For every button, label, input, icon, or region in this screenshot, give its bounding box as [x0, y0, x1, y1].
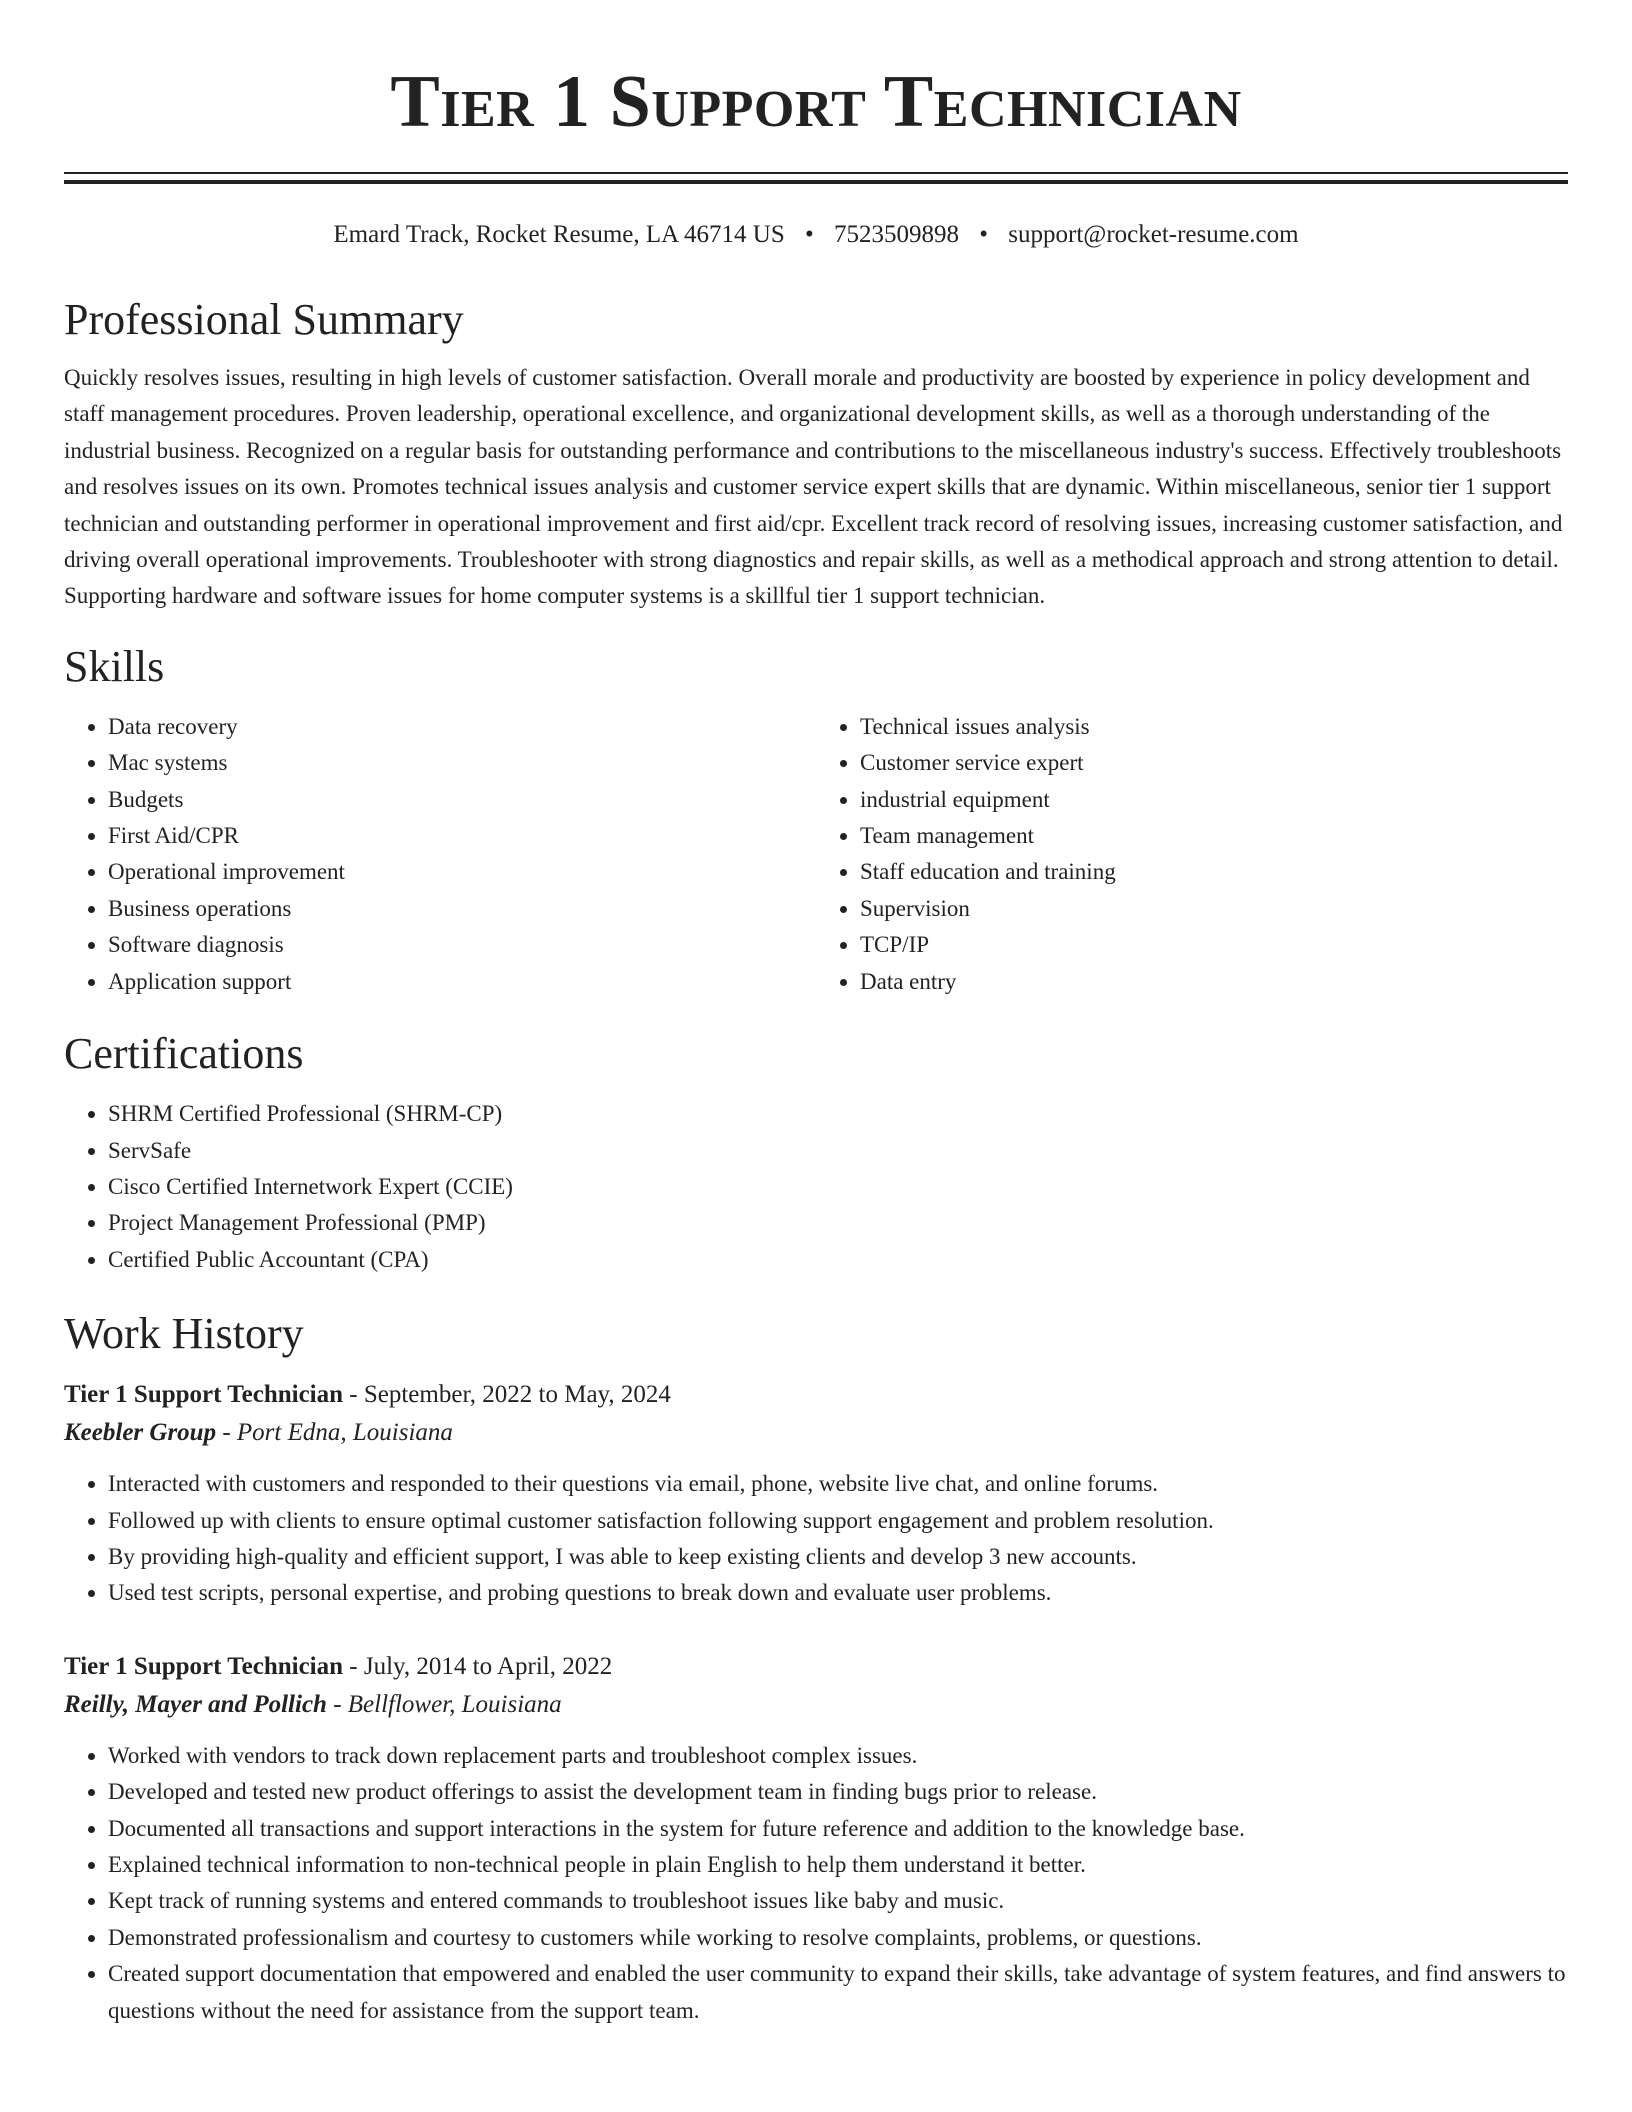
skill-item: • Application support — [108, 964, 816, 1000]
job-title: Tier 1 Support Technician — [64, 1652, 344, 1680]
title-rule-thin — [64, 172, 1568, 174]
job-header — [64, 1376, 1568, 1414]
job-duty: • By providing high-quality and efficient support, I was able to keep existing clients and develop 3 new accounts. — [108, 1539, 1568, 1575]
job-header — [64, 1648, 1568, 1686]
resume-title: Tier 1 Support Technician — [390, 61, 1242, 143]
certification-item: • SHRM Certified Professional (SHRM-CP) — [108, 1096, 1568, 1132]
summary-text: Quickly resolves issues, resulting in high levels of customer satisfaction. Overall morale and productivity are boosted by experience in policy development and staff management procedures. Proven leadership, operational excellence, and organizational development skills, as well as a thorough understanding of the industrial business. Recognized on a regular basis for outstanding performance and contributions to the miscellaneous industry's success. Effectively troubleshoots and resolves issues on its own. Promotes technical issues analysis and customer service expert skills that are dynamic. Within miscellaneous, senior tier 1 support technician and outstanding performer in operational improvement and first aid/cpr. Excellent track record of resolving issues, increasing customer satisfaction, and driving overall operational improvements. Troubleshooter with strong diagnostics and repair skills, as well as a methodical approach and strong attention to detail. Supporting hardware and software issues for home computer systems is a skillful tier 1 support technician. — [64, 365, 1563, 609]
skill-item: • Staff education and training — [860, 854, 1568, 890]
job-location: - Bellflower, Louisiana — [326, 1690, 562, 1718]
job-dates: - September, 2022 to May, 2024 — [343, 1381, 671, 1409]
job-location: - Port Edna, Louisiana — [216, 1419, 453, 1447]
skill-item: • industrial equipment — [860, 782, 1568, 818]
job-company-line — [64, 1414, 1568, 1452]
skill-item: • Customer service expert — [860, 745, 1568, 781]
contact-separator: • — [805, 221, 814, 248]
job-entry — [64, 1376, 1568, 1612]
job-dates: - July, 2014 to April, 2022 — [343, 1652, 613, 1680]
certification-item: • Cisco Certified Internetwork Expert (CCIE) — [108, 1169, 1568, 1205]
job-company: Reilly, Mayer and Pollich — [64, 1690, 327, 1718]
certifications-list — [64, 1096, 1568, 1278]
certification-item: • Project Management Professional (PMP) — [108, 1205, 1568, 1241]
skills-grid — [64, 709, 1568, 1000]
title-rule-thick — [64, 180, 1568, 184]
contact-email: support@rocket-resume.com — [1008, 221, 1299, 248]
job-duty: • Worked with vendors to track down replacement parts and troubleshoot complex issues. — [108, 1738, 1568, 1774]
contact-phone: 7523509898 — [834, 221, 960, 248]
contact-separator: • — [979, 221, 989, 248]
job-duty: • Documented all transactions and support interactions in the system for future reference and addition to the knowledge base. — [108, 1811, 1568, 1847]
job-duty: • Created support documentation that empowered and enabled the user community to expand their skills, take advantage of system features, and find answers to questions without the need for assistance from the support team. — [108, 1956, 1568, 2029]
job-duties — [64, 1738, 1568, 2029]
skill-item: • Team management — [860, 818, 1568, 854]
job-title: Tier 1 Support Technician — [64, 1381, 344, 1409]
skill-item: • Data recovery — [108, 709, 816, 745]
certification-item: • Certified Public Accountant (CPA) — [108, 1242, 1568, 1278]
skills-list-right — [816, 709, 1568, 1000]
job-entry — [64, 1648, 1568, 2029]
skill-item: • Technical issues analysis — [860, 709, 1568, 745]
job-company-line — [64, 1686, 1568, 1724]
job-duty: • Demonstrated professionalism and courtesy to customers while working to resolve complaints, problems, or questions. — [108, 1920, 1568, 1956]
job-duty: • Developed and tested new product offerings to assist the development team in finding bugs prior to release. — [108, 1774, 1568, 1810]
skill-item: • Data entry — [860, 964, 1568, 1000]
contact-line — [64, 220, 1568, 250]
contact-address: Emard Track, Rocket Resume, LA 46714 US — [333, 221, 785, 248]
skill-item: • First Aid/CPR — [108, 818, 816, 854]
skill-item: • Operational improvement — [108, 854, 816, 890]
summary-heading: Professional Summary — [64, 295, 464, 344]
skill-item: • Business operations — [108, 891, 816, 927]
job-duty: • Followed up with clients to ensure optimal customer satisfaction following support engagement and problem resolution. — [108, 1503, 1568, 1539]
job-duties — [64, 1466, 1568, 1612]
job-duty: • Used test scripts, personal expertise, and probing questions to break down and evaluate user problems. — [108, 1575, 1568, 1611]
skills-list-left — [64, 709, 816, 1000]
job-duty: • Kept track of running systems and entered commands to troubleshoot issues like baby and music. — [108, 1883, 1568, 1919]
skill-item: • TCP/IP — [860, 927, 1568, 963]
skill-item: • Mac systems — [108, 745, 816, 781]
certifications-heading: Certifications — [64, 1029, 304, 1079]
skill-item: • Software diagnosis — [108, 927, 816, 963]
job-duty: • Explained technical information to non-technical people in plain English to help them understand it better. — [108, 1847, 1568, 1883]
skills-heading: Skills — [64, 641, 165, 691]
work-history-heading: Work History — [64, 1309, 304, 1359]
job-duty: • Interacted with customers and responded to their questions via email, phone, website live chat, and online forums. — [108, 1466, 1568, 1502]
skill-item: • Budgets — [108, 782, 816, 818]
skill-item: • Supervision — [860, 891, 1568, 927]
job-company: Keebler Group — [64, 1419, 217, 1447]
certification-item: • ServSafe — [108, 1133, 1568, 1169]
